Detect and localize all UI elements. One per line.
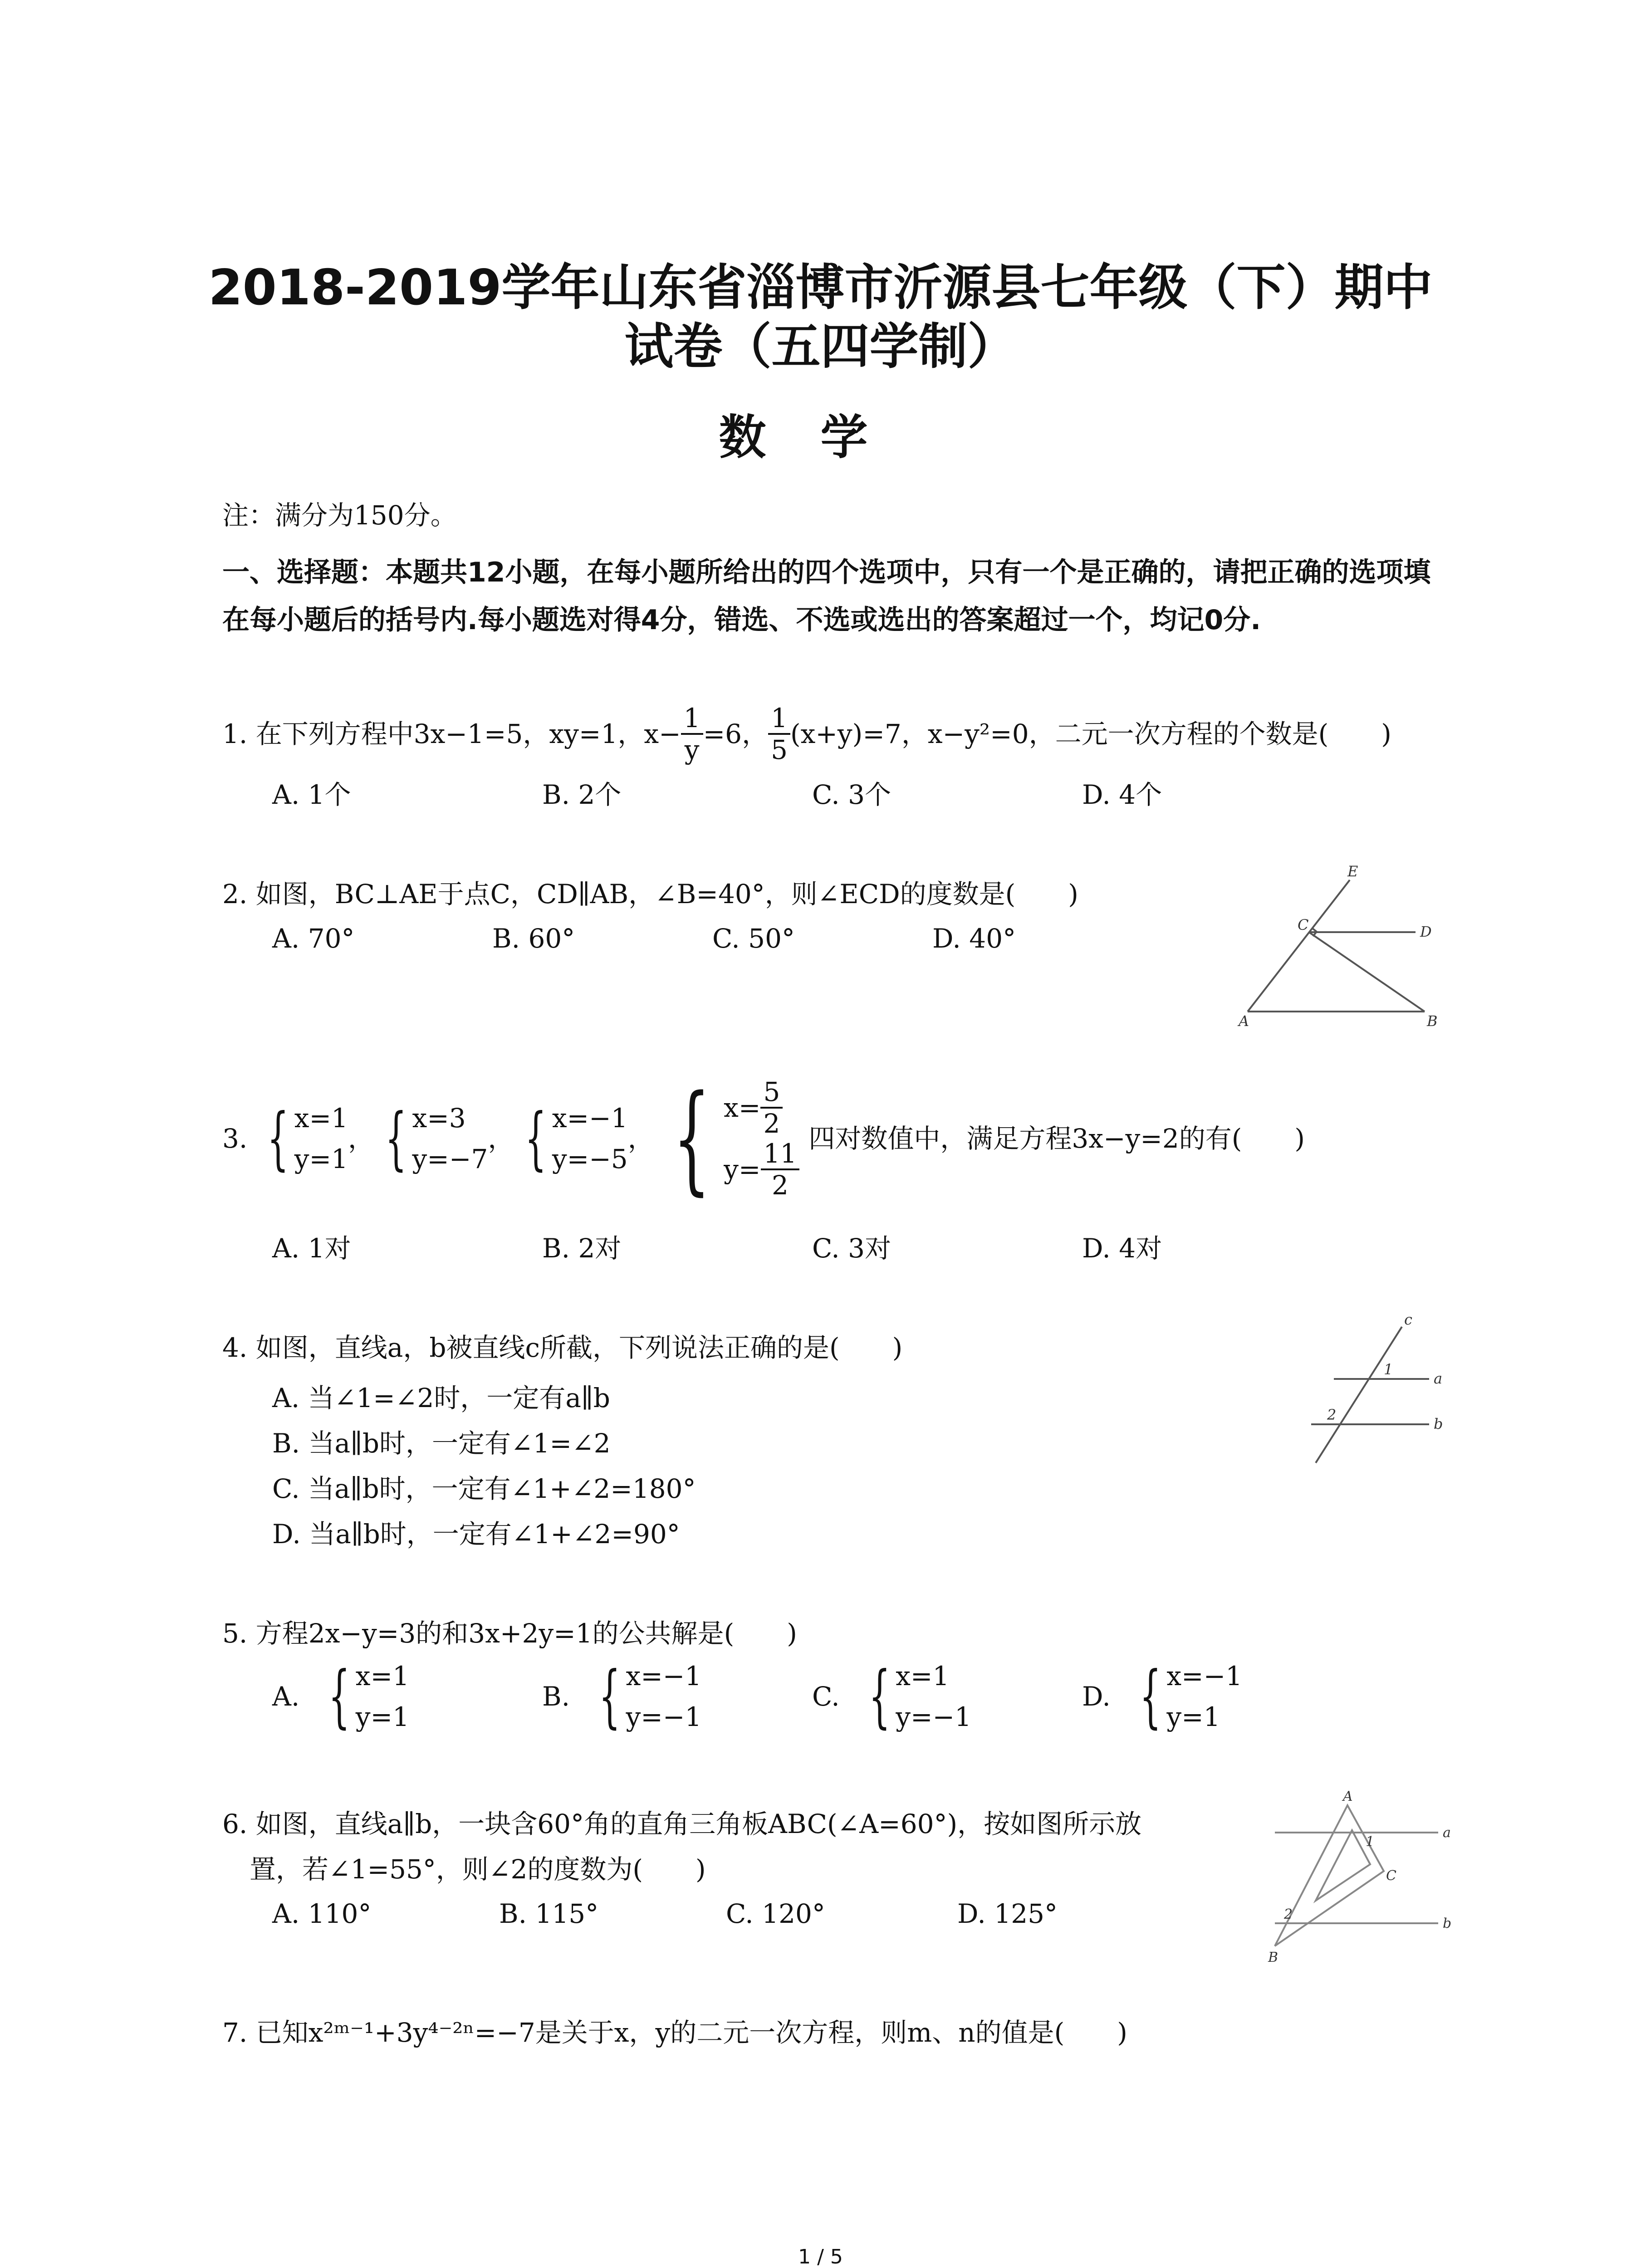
q6-line-label-b: b <box>1443 1916 1452 1931</box>
q3-sys3-row1: x=−1 <box>552 1103 628 1134</box>
q2-label-a: A <box>1239 1012 1249 1030</box>
q5-option-c-label: C. <box>812 1681 840 1712</box>
q3-brace-3: { <box>525 1099 547 1178</box>
q5-option-d-label: D. <box>1082 1681 1111 1712</box>
q5-option-b[interactable] <box>542 1656 701 1737</box>
q3-brace-4: { <box>673 1070 710 1207</box>
q1-prefix: 1. 在下列方程中3x−1=5，xy=1，x− <box>222 719 681 749</box>
q2-option-d[interactable]: D. 40° <box>932 923 1016 954</box>
q5-option-b-label: B. <box>542 1681 570 1712</box>
question-1 <box>222 703 1391 765</box>
q5-a-row2: y=1 <box>355 1701 410 1732</box>
question-5-stem: 5. 方程2x−y=3的和3x+2y=1的公共解是( ) <box>222 1618 797 1649</box>
q5-a-row1: x=1 <box>355 1661 409 1691</box>
subject-heading: 数学 <box>719 410 922 465</box>
q3-option-d[interactable]: D. 4对 <box>1082 1233 1162 1264</box>
q4-angle-1: 1 <box>1384 1361 1393 1378</box>
q2-label-e: E <box>1347 863 1358 880</box>
q6-line-label-a: a <box>1443 1825 1451 1841</box>
q4-label-a: a <box>1434 1370 1443 1387</box>
q6-label-a: A <box>1343 1789 1353 1804</box>
q3-sys4-y-num: 11 <box>761 1139 800 1170</box>
q1-frac1-numerator: 1 <box>681 703 703 735</box>
q3-sep-3: ， <box>627 1123 654 1154</box>
q1-fraction-2 <box>768 703 790 765</box>
q1-frac2-denominator: 5 <box>771 734 788 765</box>
q5-c-row1: x=1 <box>896 1661 950 1691</box>
q5-d-row1: x=−1 <box>1166 1661 1243 1691</box>
q3-sys4-y-den: 2 <box>771 1170 789 1201</box>
q6-option-b[interactable]: B. 115° <box>499 1898 599 1929</box>
q5-option-d[interactable] <box>1082 1656 1242 1737</box>
q6-label-c: C <box>1386 1868 1396 1884</box>
q3-sys4-x-lhs: x= <box>724 1092 761 1123</box>
q2-label-c: C <box>1298 916 1309 934</box>
q5-d-row2: y=1 <box>1166 1701 1220 1732</box>
q3-option-b[interactable]: B. 2对 <box>542 1233 622 1264</box>
question-6-line-2: 置，若∠1=55°，则∠2的度数为( ) <box>250 1854 706 1885</box>
title-line-1: 2018-2019学年山东省淄博市沂源县七年级（下）期中 <box>208 259 1433 316</box>
q3-sep-2: ， <box>488 1123 514 1154</box>
question-4-stem: 4. 如图，直线a，b被直线c所截，下列说法正确的是( ) <box>222 1332 903 1363</box>
q1-option-a[interactable]: A. 1个 <box>272 779 351 810</box>
q1-mid: =6， <box>703 719 769 749</box>
q4-label-b: b <box>1434 1415 1443 1432</box>
q3-system-2 <box>374 1098 488 1179</box>
q1-frac1-denominator: y <box>684 734 700 765</box>
q3-sys2-row1: x=3 <box>412 1103 466 1134</box>
question-3 <box>222 1070 1305 1207</box>
q6-angle-1: 1 <box>1366 1834 1375 1850</box>
section-1-intro: 一、选择题：本题共12小题，在每小题所给出的四个选项中，只有一个是正确的，请把正确的选项填在每小题后的括号内.每小题选对得4分，错选、不选或选出的答案超过一个，均记0分. <box>222 557 1431 636</box>
q3-sys4-y-lhs: y= <box>724 1154 761 1185</box>
q3-brace-2: { <box>385 1099 407 1178</box>
q1-option-c[interactable]: C. 3个 <box>812 779 892 810</box>
q5-b-row1: x=−1 <box>626 1661 702 1691</box>
q3-sys2-row2: y=−7 <box>412 1144 488 1174</box>
q6-triangle-inner <box>1316 1830 1370 1901</box>
q5-brace-a: { <box>328 1657 350 1736</box>
q1-option-b[interactable]: B. 2个 <box>542 779 622 810</box>
q5-brace-d: { <box>1139 1657 1161 1736</box>
q3-option-c[interactable]: C. 3对 <box>812 1233 892 1264</box>
q5-b-row2: y=−1 <box>626 1701 702 1732</box>
q5-brace-b: { <box>598 1657 621 1736</box>
q3-system-3 <box>514 1098 627 1179</box>
q2-option-c[interactable]: C. 50° <box>712 923 795 954</box>
q5-c-row2: y=−1 <box>896 1701 972 1732</box>
question-2-stem: 2. 如图，BC⊥AE于点C，CD∥AB，∠B=40°，则∠ECD的度数是( ) <box>222 879 1078 909</box>
q3-sys3-row2: y=−5 <box>552 1144 628 1174</box>
q4-option-a[interactable]: A. 当∠1=∠2时，一定有a∥b <box>272 1383 610 1413</box>
q4-line-c <box>1316 1327 1402 1463</box>
q3-option-a[interactable]: A. 1对 <box>272 1233 351 1264</box>
q3-sys1-row2: y=1 <box>294 1144 348 1174</box>
q4-option-d[interactable]: D. 当a∥b时，一定有∠1+∠2=90° <box>272 1519 680 1549</box>
q6-figure <box>1261 1787 1452 1964</box>
q3-system-4 <box>654 1070 800 1207</box>
q5-option-a[interactable] <box>272 1656 409 1737</box>
question-6-line-1: 6. 如图，直线a∥b，一块含60°角的直角三角板ABC(∠A=60°)，按如图所示放 <box>222 1809 1142 1839</box>
q2-label-d: D <box>1420 923 1432 940</box>
q3-sys4-x-den: 2 <box>763 1108 780 1139</box>
q5-brace-c: { <box>868 1657 891 1736</box>
page-number: 1 / 5 <box>798 2245 843 2268</box>
q2-line-cb <box>1309 932 1425 1012</box>
q3-tail: 四对数值中，满足方程3x−y=2的有( ) <box>808 1123 1305 1154</box>
q2-option-a[interactable]: A. 70° <box>272 923 355 954</box>
q2-figure <box>1234 862 1443 1030</box>
q6-label-b: B <box>1268 1950 1279 1964</box>
q2-line-ae <box>1248 880 1350 1012</box>
q4-option-c[interactable]: C. 当a∥b时，一定有∠1+∠2=180° <box>272 1473 696 1504</box>
q1-fraction-1 <box>681 703 703 765</box>
q2-option-b[interactable]: B. 60° <box>492 923 575 954</box>
q5-option-a-label: A. <box>272 1681 300 1712</box>
score-note: 注：满分为150分。 <box>222 500 457 531</box>
q6-option-a[interactable]: A. 110° <box>272 1898 372 1929</box>
question-7-stem: 7. 已知x²ᵐ⁻¹+3y⁴⁻²ⁿ=−7是关于x，y的二元一次方程，则m、n的值是( ) <box>222 2017 1127 2048</box>
title-line-2: 试卷（五四学制） <box>624 318 1017 375</box>
q4-label-c: c <box>1404 1311 1412 1328</box>
q6-option-c[interactable]: C. 120° <box>726 1898 825 1929</box>
q3-number: 3. <box>222 1123 248 1154</box>
q1-option-d[interactable]: D. 4个 <box>1082 779 1162 810</box>
q4-figure <box>1302 1311 1447 1474</box>
q3-system-1 <box>256 1098 348 1179</box>
q3-sys1-row1: x=1 <box>294 1103 348 1134</box>
q3-brace-1: { <box>267 1099 289 1178</box>
q3-sep-1: ， <box>348 1123 375 1154</box>
q6-angle-2: 2 <box>1284 1906 1293 1922</box>
q2-label-b: B <box>1427 1012 1438 1030</box>
q1-suffix: (x+y)=7，x−y²=0，二元一次方程的个数是( ) <box>790 719 1391 749</box>
q4-angle-2: 2 <box>1327 1406 1337 1423</box>
q4-option-b[interactable]: B. 当a∥b时，一定有∠1=∠2 <box>272 1428 611 1459</box>
q1-frac2-numerator: 1 <box>768 703 790 735</box>
q6-option-d[interactable]: D. 125° <box>957 1898 1058 1929</box>
q3-sys4-x-num: 5 <box>760 1077 783 1109</box>
q5-option-c[interactable] <box>812 1656 971 1737</box>
